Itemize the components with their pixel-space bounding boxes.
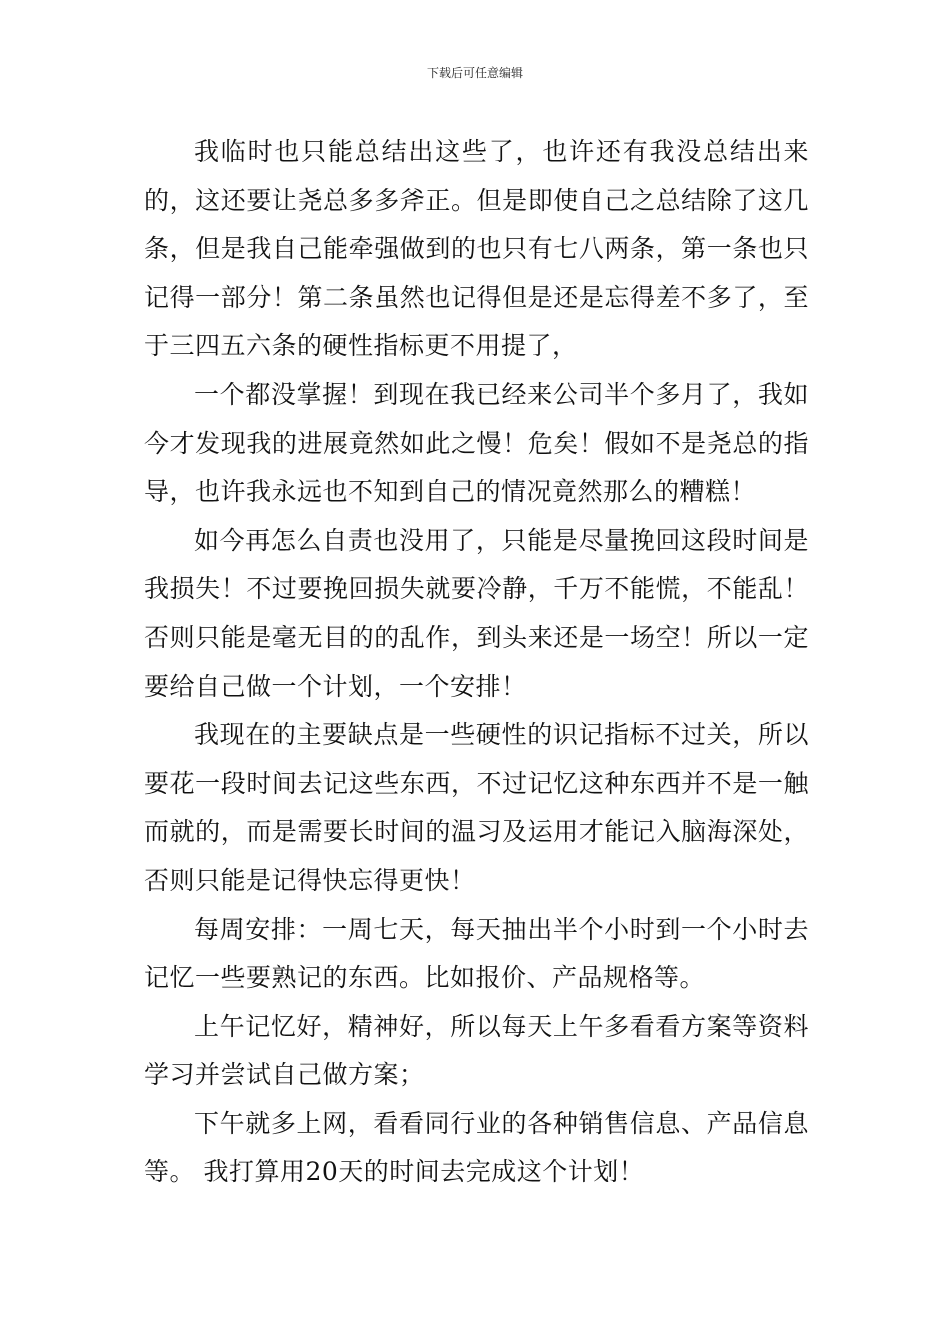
paragraph-5: 每周安排：一周七天，每天抽出半个小时到一个小时去记忆一些要熟记的东西。比如报价、产品规格等。 (144, 914, 809, 993)
paragraph-3: 如今再怎么自责也没用了，只能是尽量挽回这段时间是我损失！不过要挽回损失就要冷静，千万不能慌，不能乱！否则只能是毫无目的的乱作，到头来还是一场空！所以一定要给自己做一个计划，一个安排！ (144, 525, 809, 701)
page-header: 下载后可任意编辑 (426, 66, 523, 80)
paragraph-1: 我临时也只能总结出这些了，也许还有我没总结出来的，这还要让尧总多多斧正。但是即使自己之总结除了这几条，但是我自己能牵强做到的也只有七八两条，第一条也只记得一部分！第二条虽然也记得但是还是忘得差不多了，至于三四五六条的硬性指标更不用提了， (144, 137, 809, 361)
paragraph-6: 上午记忆好，精神好，所以每天上午多看看方案等资料学习并尝试自己做方案； (144, 1011, 809, 1090)
document-body (144, 128, 809, 1197)
paragraph-7: 下午就多上网，看看同行业的各种销售信息、产品信息等。 我打算用20天的时间去完成这个计划！ (144, 1108, 809, 1187)
paragraph-2: 一个都没掌握！到现在我已经来公司半个多月了，我如今才发现我的进展竟然如此之慢！危矣！假如不是尧总的指导，也许我永远也不知到自己的情况竟然那么的糟糕！ (144, 379, 809, 507)
paragraph-4: 我现在的主要缺点是一些硬性的识记指标不过关，所以要花一段时间去记这些东西，不过记忆这种东西并不是一触而就的，而是需要长时间的温习及运用才能记入脑海深处，否则只能是记得快忘得更快！ (144, 720, 809, 895)
